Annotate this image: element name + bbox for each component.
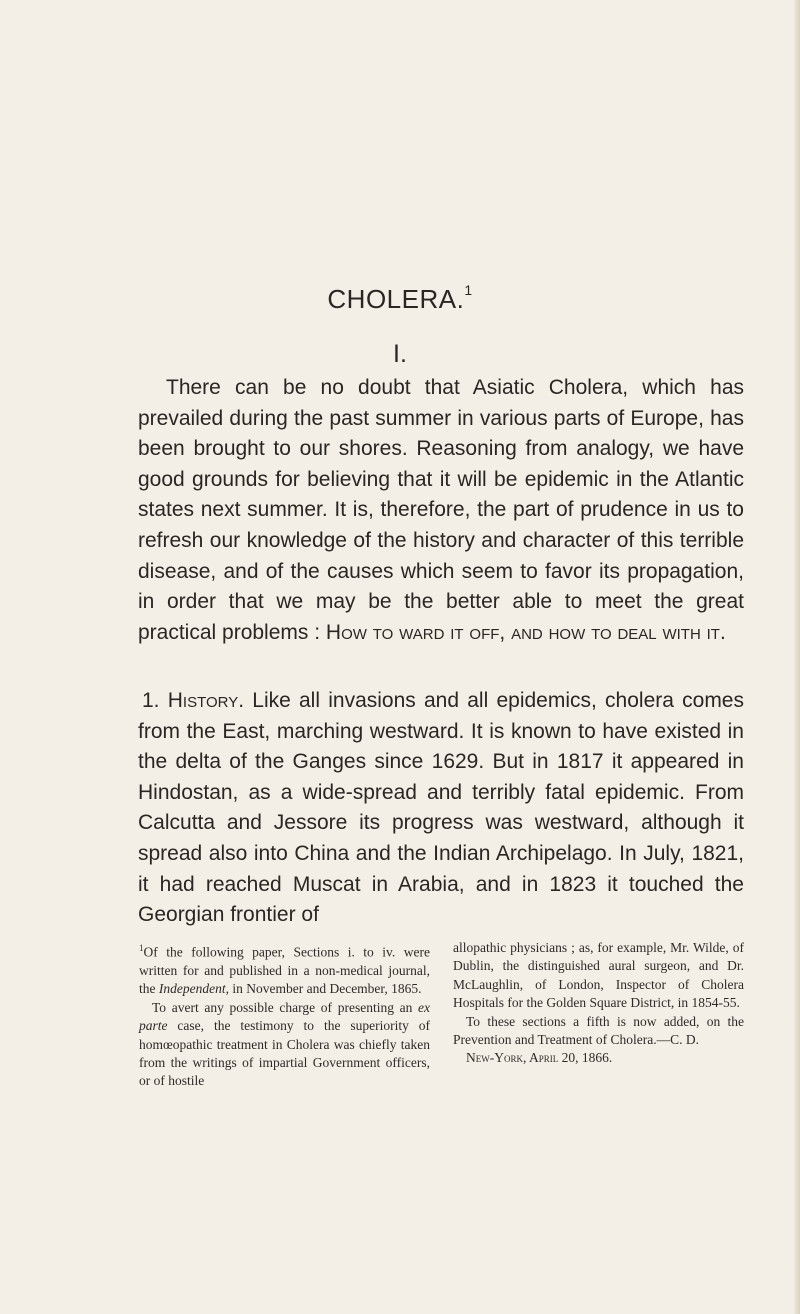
journal-name: Independent, xyxy=(158,981,229,997)
footnote-left-column xyxy=(139,939,430,1091)
section-numeral: I. xyxy=(393,340,407,368)
paragraph-intro-emphasis: How to ward it off, and how to deal with it. xyxy=(325,620,726,644)
history-number: 1. xyxy=(142,689,160,712)
footnote-signature: New-York, April 20, 1866. xyxy=(466,1050,613,1066)
paragraph-intro-text: There can be no doubt that Asiatic Cholera, which has prevailed during the past summer in various parts of Europe, has been brought to our shores. Reasoning from analogy, we have good grounds for believing that it will be epidemic in the Atlantic states next summer. It is, therefore, the part of prudence in us to refresh our knowledge of the history and character of this terrible disease, and of the causes which seem to favor its propagation, in order that we may be the better able to meet the great practical problems : xyxy=(138,376,744,644)
paragraph-history xyxy=(138,686,744,931)
paragraph-intro xyxy=(138,373,744,648)
chapter-title: CHOLERA.$^1$ xyxy=(327,282,473,314)
footnote-block xyxy=(139,939,744,1091)
footnote-right-column xyxy=(453,939,744,1091)
footnote-marker: 1 xyxy=(464,282,473,298)
history-heading: History. xyxy=(167,689,245,712)
history-text: Like all invasions and all epidemics, cholera comes from the East, marching westward. It is known to have existed in the delta of the Ganges since 1629. But in 1817 it appeared in Hindostan, as a wide-spread and terribly fatal epidemic. From Calcutta and Jessore its progress was westward, although it spread also into China and the Indian Archipelago. In July, 1821, it had reached Muscat in Arabia, and in 1823 it touched the Georgian frontier of xyxy=(138,689,744,927)
footnote-paragraph-4: To these sections a fifth is now added, on the Prevention and Treatment of Cholera.—C. D. xyxy=(453,1013,744,1048)
footnote-number: 1 xyxy=(139,943,144,953)
footnote-paragraph-1: $^1$Of the following paper, Sections i. to iv. were written for and published in a non-medical journal, the Independent, in November and December, 1865. xyxy=(139,943,430,997)
footnote-paragraph-3: allopathic physicians ; as, for example, Mr. Wilde, of Dublin, the distinguished aural surgeon, and Dr. McLaughlin, of London, Inspector of Cholera Hospitals for the Golden Square District, in 1854-55. xyxy=(453,940,744,1011)
latin-phrase: ex parte xyxy=(139,999,431,1034)
page-edge xyxy=(794,0,800,1314)
footnote-paragraph-2: To avert any possible charge of presenting an ex parte case, the testimony to the superiority of homœopathic treatment in Cholera was chiefly taken from the writings of impartial Government officers, or of hostile xyxy=(139,999,431,1089)
